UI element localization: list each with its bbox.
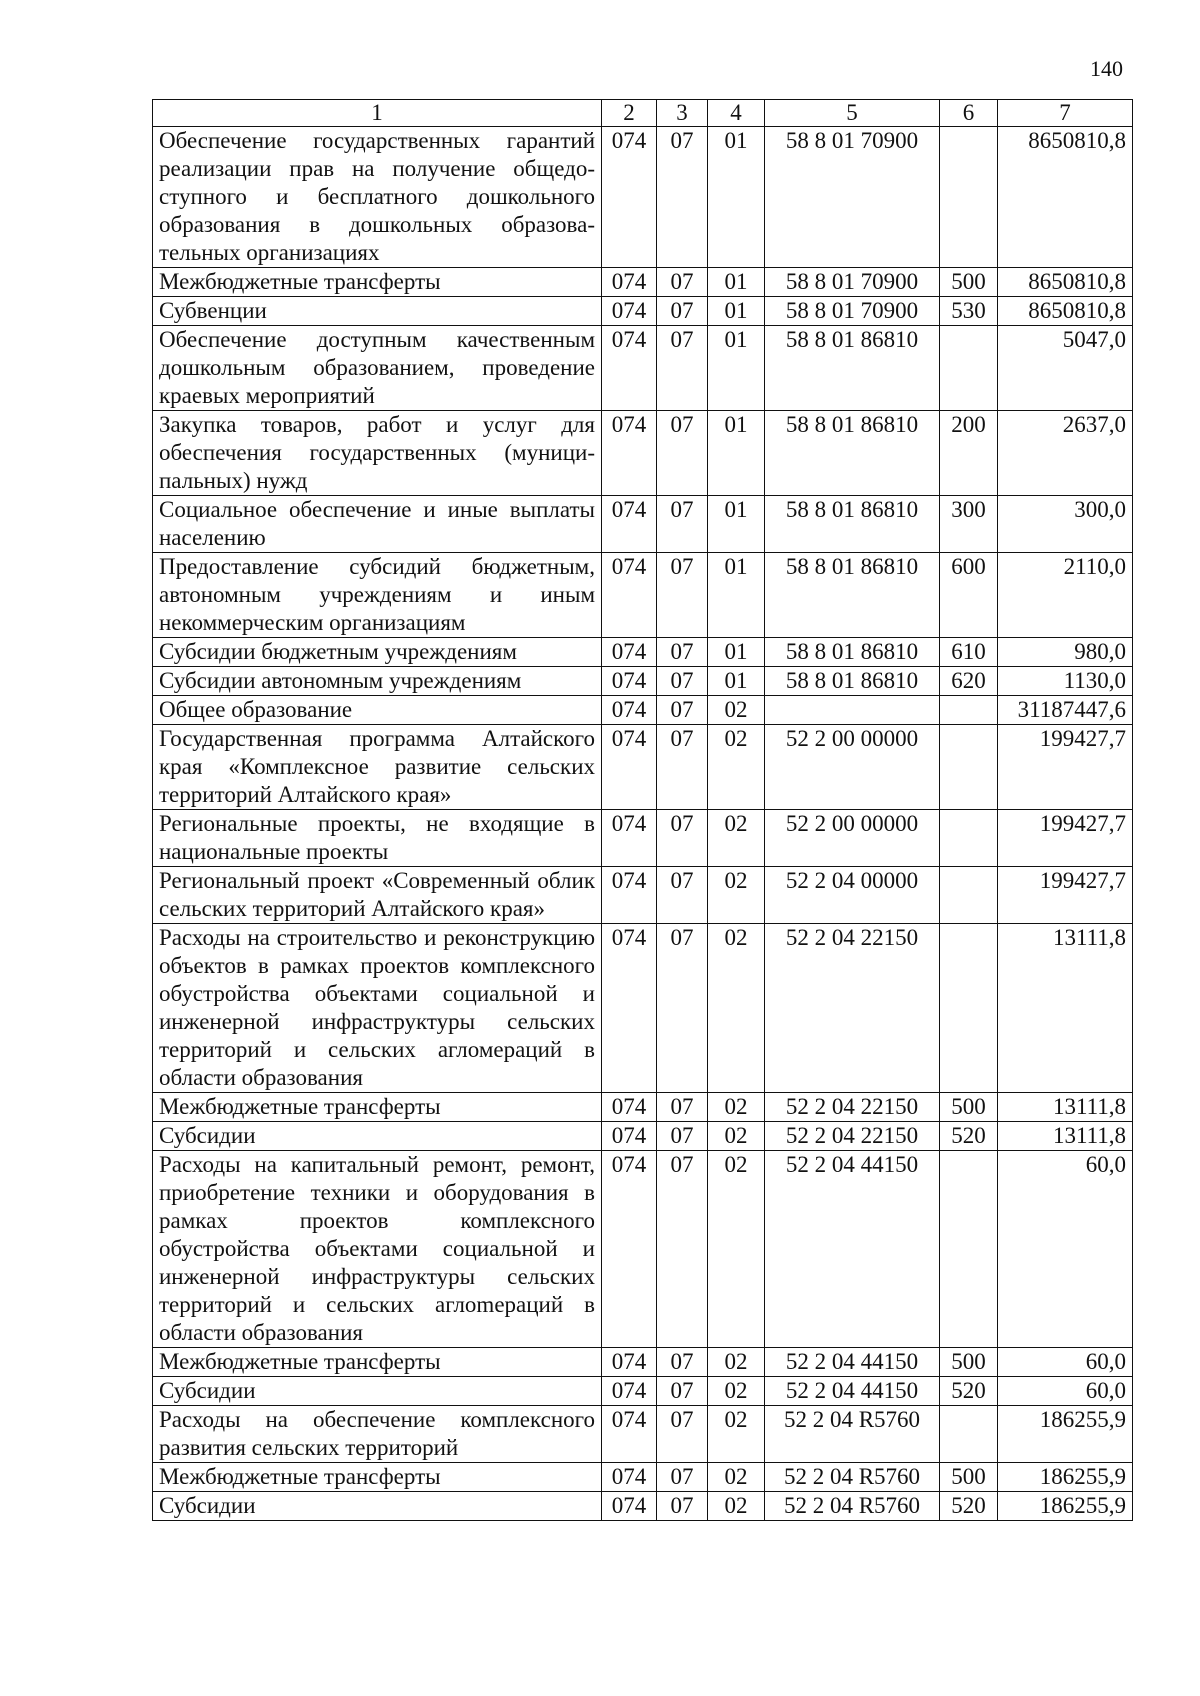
subsection-cell: 02 — [708, 1348, 765, 1377]
row-name-cell: Субсидии — [153, 1377, 602, 1406]
ministry-code-cell: 074 — [602, 1406, 657, 1463]
budget-table — [152, 99, 1133, 1521]
table-row — [153, 326, 1133, 411]
target-article-cell: 58 8 01 70900 — [765, 297, 940, 326]
amount-cell: 8650810,8 — [998, 127, 1133, 268]
amount-cell: 31187447,6 — [998, 696, 1133, 725]
amount-cell: 60,0 — [998, 1377, 1133, 1406]
table-row — [153, 1122, 1133, 1151]
subsection-cell: 02 — [708, 1377, 765, 1406]
amount-cell: 300,0 — [998, 496, 1133, 553]
amount-cell: 199427,7 — [998, 725, 1133, 810]
ministry-code-cell: 074 — [602, 1122, 657, 1151]
section-cell: 07 — [657, 1348, 708, 1377]
row-name-cell: Региональные проекты, не входящие в национальные проекты — [153, 810, 602, 867]
table-row — [153, 553, 1133, 638]
expense-type-cell: 620 — [940, 667, 998, 696]
table-row — [153, 810, 1133, 867]
target-article-cell: 52 2 04 22150 — [765, 1093, 940, 1122]
ministry-code-cell: 074 — [602, 810, 657, 867]
amount-cell: 980,0 — [998, 638, 1133, 667]
table-row — [153, 496, 1133, 553]
row-name-cell: Обеспечение доступным качественным дошкольным образованием, проведение краевых мероприятий — [153, 326, 602, 411]
amount-cell: 13111,8 — [998, 1093, 1133, 1122]
header-cell: 2 — [602, 100, 657, 127]
ministry-code-cell: 074 — [602, 1348, 657, 1377]
table-row — [153, 1492, 1133, 1521]
amount-cell: 199427,7 — [998, 810, 1133, 867]
expense-type-cell: 500 — [940, 1348, 998, 1377]
section-cell: 07 — [657, 696, 708, 725]
section-cell: 07 — [657, 667, 708, 696]
section-cell: 07 — [657, 725, 708, 810]
row-name-cell: Расходы на строительство и реконструкцию объектов в рамках проектов комплексного обустройства объектами социальной и инженерной инфраструктуры сельских территорий и сельских агломераций в области образования — [153, 924, 602, 1093]
ministry-code-cell: 074 — [602, 127, 657, 268]
subsection-cell: 02 — [708, 1406, 765, 1463]
ministry-code-cell: 074 — [602, 1377, 657, 1406]
subsection-cell: 02 — [708, 725, 765, 810]
section-cell: 07 — [657, 1492, 708, 1521]
expense-type-cell — [940, 326, 998, 411]
subsection-cell: 01 — [708, 326, 765, 411]
row-name-cell: Субсидии автономным учреждениям — [153, 667, 602, 696]
section-cell: 07 — [657, 1377, 708, 1406]
target-article-cell: 52 2 00 00000 — [765, 725, 940, 810]
amount-cell: 8650810,8 — [998, 268, 1133, 297]
row-name-cell: Межбюджетные трансферты — [153, 1093, 602, 1122]
target-article-cell: 52 2 04 R5760 — [765, 1463, 940, 1492]
subsection-cell: 02 — [708, 1492, 765, 1521]
row-name-cell: Предоставление субсидий бюджетным, автономным учреждениям и иным некоммерческим организациям — [153, 553, 602, 638]
table-row — [153, 924, 1133, 1093]
section-cell: 07 — [657, 326, 708, 411]
target-article-cell: 58 8 01 86810 — [765, 496, 940, 553]
section-cell: 07 — [657, 867, 708, 924]
row-name-cell: Региональный проект «Современный облик сельских территорий Алтайского края» — [153, 867, 602, 924]
amount-cell: 8650810,8 — [998, 297, 1133, 326]
row-name-cell: Субсидии — [153, 1492, 602, 1521]
row-name-cell: Расходы на обеспечение комплексного развития сельских территорий — [153, 1406, 602, 1463]
subsection-cell: 01 — [708, 667, 765, 696]
amount-cell: 186255,9 — [998, 1492, 1133, 1521]
ministry-code-cell: 074 — [602, 411, 657, 496]
page-number: 140 — [1090, 56, 1123, 81]
row-name-cell: Социальное обеспечение и иные выплаты населению — [153, 496, 602, 553]
target-article-cell: 52 2 00 00000 — [765, 810, 940, 867]
subsection-cell: 02 — [708, 1093, 765, 1122]
amount-cell: 13111,8 — [998, 924, 1133, 1093]
expense-type-cell: 500 — [940, 268, 998, 297]
table-row — [153, 127, 1133, 268]
section-cell: 07 — [657, 924, 708, 1093]
expense-type-cell: 520 — [940, 1377, 998, 1406]
row-name-cell: Межбюджетные трансферты — [153, 268, 602, 297]
ministry-code-cell: 074 — [602, 1093, 657, 1122]
expense-type-cell — [940, 127, 998, 268]
section-cell: 07 — [657, 496, 708, 553]
ministry-code-cell: 074 — [602, 268, 657, 297]
row-name-cell: Межбюджетные трансферты — [153, 1348, 602, 1377]
header-cell: 1 — [153, 100, 602, 127]
section-cell: 07 — [657, 297, 708, 326]
expense-type-cell — [940, 1151, 998, 1348]
row-name-cell: Общее образование — [153, 696, 602, 725]
target-article-cell: 52 2 04 22150 — [765, 1122, 940, 1151]
amount-cell: 186255,9 — [998, 1463, 1133, 1492]
section-cell: 07 — [657, 553, 708, 638]
table-row — [153, 867, 1133, 924]
target-article-cell: 58 8 01 70900 — [765, 127, 940, 268]
target-article-cell: 52 2 04 44150 — [765, 1151, 940, 1348]
amount-cell: 2110,0 — [998, 553, 1133, 638]
section-cell: 07 — [657, 268, 708, 297]
target-article-cell: 58 8 01 86810 — [765, 553, 940, 638]
target-article-cell: 52 2 04 00000 — [765, 867, 940, 924]
table-row — [153, 696, 1133, 725]
subsection-cell: 02 — [708, 924, 765, 1093]
header-cell: 7 — [998, 100, 1133, 127]
header-cell: 4 — [708, 100, 765, 127]
ministry-code-cell: 074 — [602, 1492, 657, 1521]
subsection-cell: 02 — [708, 1463, 765, 1492]
section-cell: 07 — [657, 1093, 708, 1122]
expense-type-cell — [940, 867, 998, 924]
amount-cell: 60,0 — [998, 1348, 1133, 1377]
ministry-code-cell: 074 — [602, 496, 657, 553]
expense-type-cell: 200 — [940, 411, 998, 496]
target-article-cell: 58 8 01 86810 — [765, 667, 940, 696]
ministry-code-cell: 074 — [602, 1151, 657, 1348]
target-article-cell: 58 8 01 86810 — [765, 638, 940, 667]
table-row — [153, 638, 1133, 667]
section-cell: 07 — [657, 810, 708, 867]
section-cell: 07 — [657, 1122, 708, 1151]
amount-cell: 199427,7 — [998, 867, 1133, 924]
expense-type-cell: 600 — [940, 553, 998, 638]
subsection-cell: 01 — [708, 638, 765, 667]
ministry-code-cell: 074 — [602, 638, 657, 667]
expense-type-cell: 300 — [940, 496, 998, 553]
table-row — [153, 1093, 1133, 1122]
target-article-cell: 52 2 04 R5760 — [765, 1492, 940, 1521]
target-article-cell: 52 2 04 R5760 — [765, 1406, 940, 1463]
table-row — [153, 1463, 1133, 1492]
subsection-cell: 02 — [708, 810, 765, 867]
target-article-cell: 58 8 01 86810 — [765, 411, 940, 496]
expense-type-cell — [940, 696, 998, 725]
header-cell: 6 — [940, 100, 998, 127]
subsection-cell: 01 — [708, 127, 765, 268]
amount-cell: 60,0 — [998, 1151, 1133, 1348]
amount-cell: 1130,0 — [998, 667, 1133, 696]
row-name-cell: Обеспечение государственных гарантий реализации прав на получение общедоступного и бесплатного дошкольного образования в дошкольных образовательных организациях — [153, 127, 602, 268]
row-name-cell: Закупка товаров, работ и услуг для обеспечения государственных (муниципальных) нужд — [153, 411, 602, 496]
header-cell: 5 — [765, 100, 940, 127]
expense-type-cell — [940, 810, 998, 867]
amount-cell: 186255,9 — [998, 1406, 1133, 1463]
table-row — [153, 1151, 1133, 1348]
table-row — [153, 725, 1133, 810]
row-name-cell: Государственная программа Алтайского края «Комплексное развитие сельских территорий Алтайского края» — [153, 725, 602, 810]
section-cell: 07 — [657, 127, 708, 268]
ministry-code-cell: 074 — [602, 667, 657, 696]
subsection-cell: 01 — [708, 496, 765, 553]
target-article-cell: 58 8 01 86810 — [765, 326, 940, 411]
subsection-cell: 01 — [708, 268, 765, 297]
ministry-code-cell: 074 — [602, 1463, 657, 1492]
header-row — [153, 100, 1133, 127]
ministry-code-cell: 074 — [602, 297, 657, 326]
subsection-cell: 02 — [708, 1122, 765, 1151]
row-name-cell: Субвенции — [153, 297, 602, 326]
expense-type-cell: 520 — [940, 1122, 998, 1151]
table-row — [153, 1377, 1133, 1406]
header-cell: 3 — [657, 100, 708, 127]
expense-type-cell: 500 — [940, 1463, 998, 1492]
ministry-code-cell: 074 — [602, 553, 657, 638]
subsection-cell: 02 — [708, 867, 765, 924]
ministry-code-cell: 074 — [602, 867, 657, 924]
amount-cell: 5047,0 — [998, 326, 1133, 411]
expense-type-cell — [940, 924, 998, 1093]
section-cell: 07 — [657, 638, 708, 667]
table-body — [153, 100, 1133, 1521]
ministry-code-cell: 074 — [602, 326, 657, 411]
ministry-code-cell: 074 — [602, 924, 657, 1093]
amount-cell: 13111,8 — [998, 1122, 1133, 1151]
table-row — [153, 297, 1133, 326]
target-article-cell: 52 2 04 44150 — [765, 1377, 940, 1406]
target-article-cell: 58 8 01 70900 — [765, 268, 940, 297]
subsection-cell: 01 — [708, 411, 765, 496]
target-article-cell: 52 2 04 22150 — [765, 924, 940, 1093]
expense-type-cell: 530 — [940, 297, 998, 326]
subsection-cell: 01 — [708, 553, 765, 638]
row-name-cell: Расходы на капитальный ремонт, ремонт, приобретение техники и оборудования в рамках проектов комплексного обустройства объектами социальной и инженерной инфраструктуры сельских территорий и сельских аглоmераций в области образования — [153, 1151, 602, 1348]
row-name-cell: Субсидии бюджетным учреждениям — [153, 638, 602, 667]
subsection-cell: 02 — [708, 1151, 765, 1348]
table-row — [153, 411, 1133, 496]
section-cell: 07 — [657, 411, 708, 496]
subsection-cell: 01 — [708, 297, 765, 326]
table-row — [153, 1406, 1133, 1463]
section-cell: 07 — [657, 1151, 708, 1348]
table-row — [153, 1348, 1133, 1377]
expense-type-cell: 500 — [940, 1093, 998, 1122]
subsection-cell: 02 — [708, 696, 765, 725]
expense-type-cell — [940, 725, 998, 810]
ministry-code-cell: 074 — [602, 696, 657, 725]
table-row — [153, 268, 1133, 297]
expense-type-cell — [940, 1406, 998, 1463]
target-article-cell: 52 2 04 44150 — [765, 1348, 940, 1377]
row-name-cell: Межбюджетные трансферты — [153, 1463, 602, 1492]
table-row — [153, 667, 1133, 696]
expense-type-cell: 520 — [940, 1492, 998, 1521]
section-cell: 07 — [657, 1463, 708, 1492]
target-article-cell — [765, 696, 940, 725]
ministry-code-cell: 074 — [602, 725, 657, 810]
amount-cell: 2637,0 — [998, 411, 1133, 496]
row-name-cell: Субсидии — [153, 1122, 602, 1151]
section-cell: 07 — [657, 1406, 708, 1463]
expense-type-cell: 610 — [940, 638, 998, 667]
